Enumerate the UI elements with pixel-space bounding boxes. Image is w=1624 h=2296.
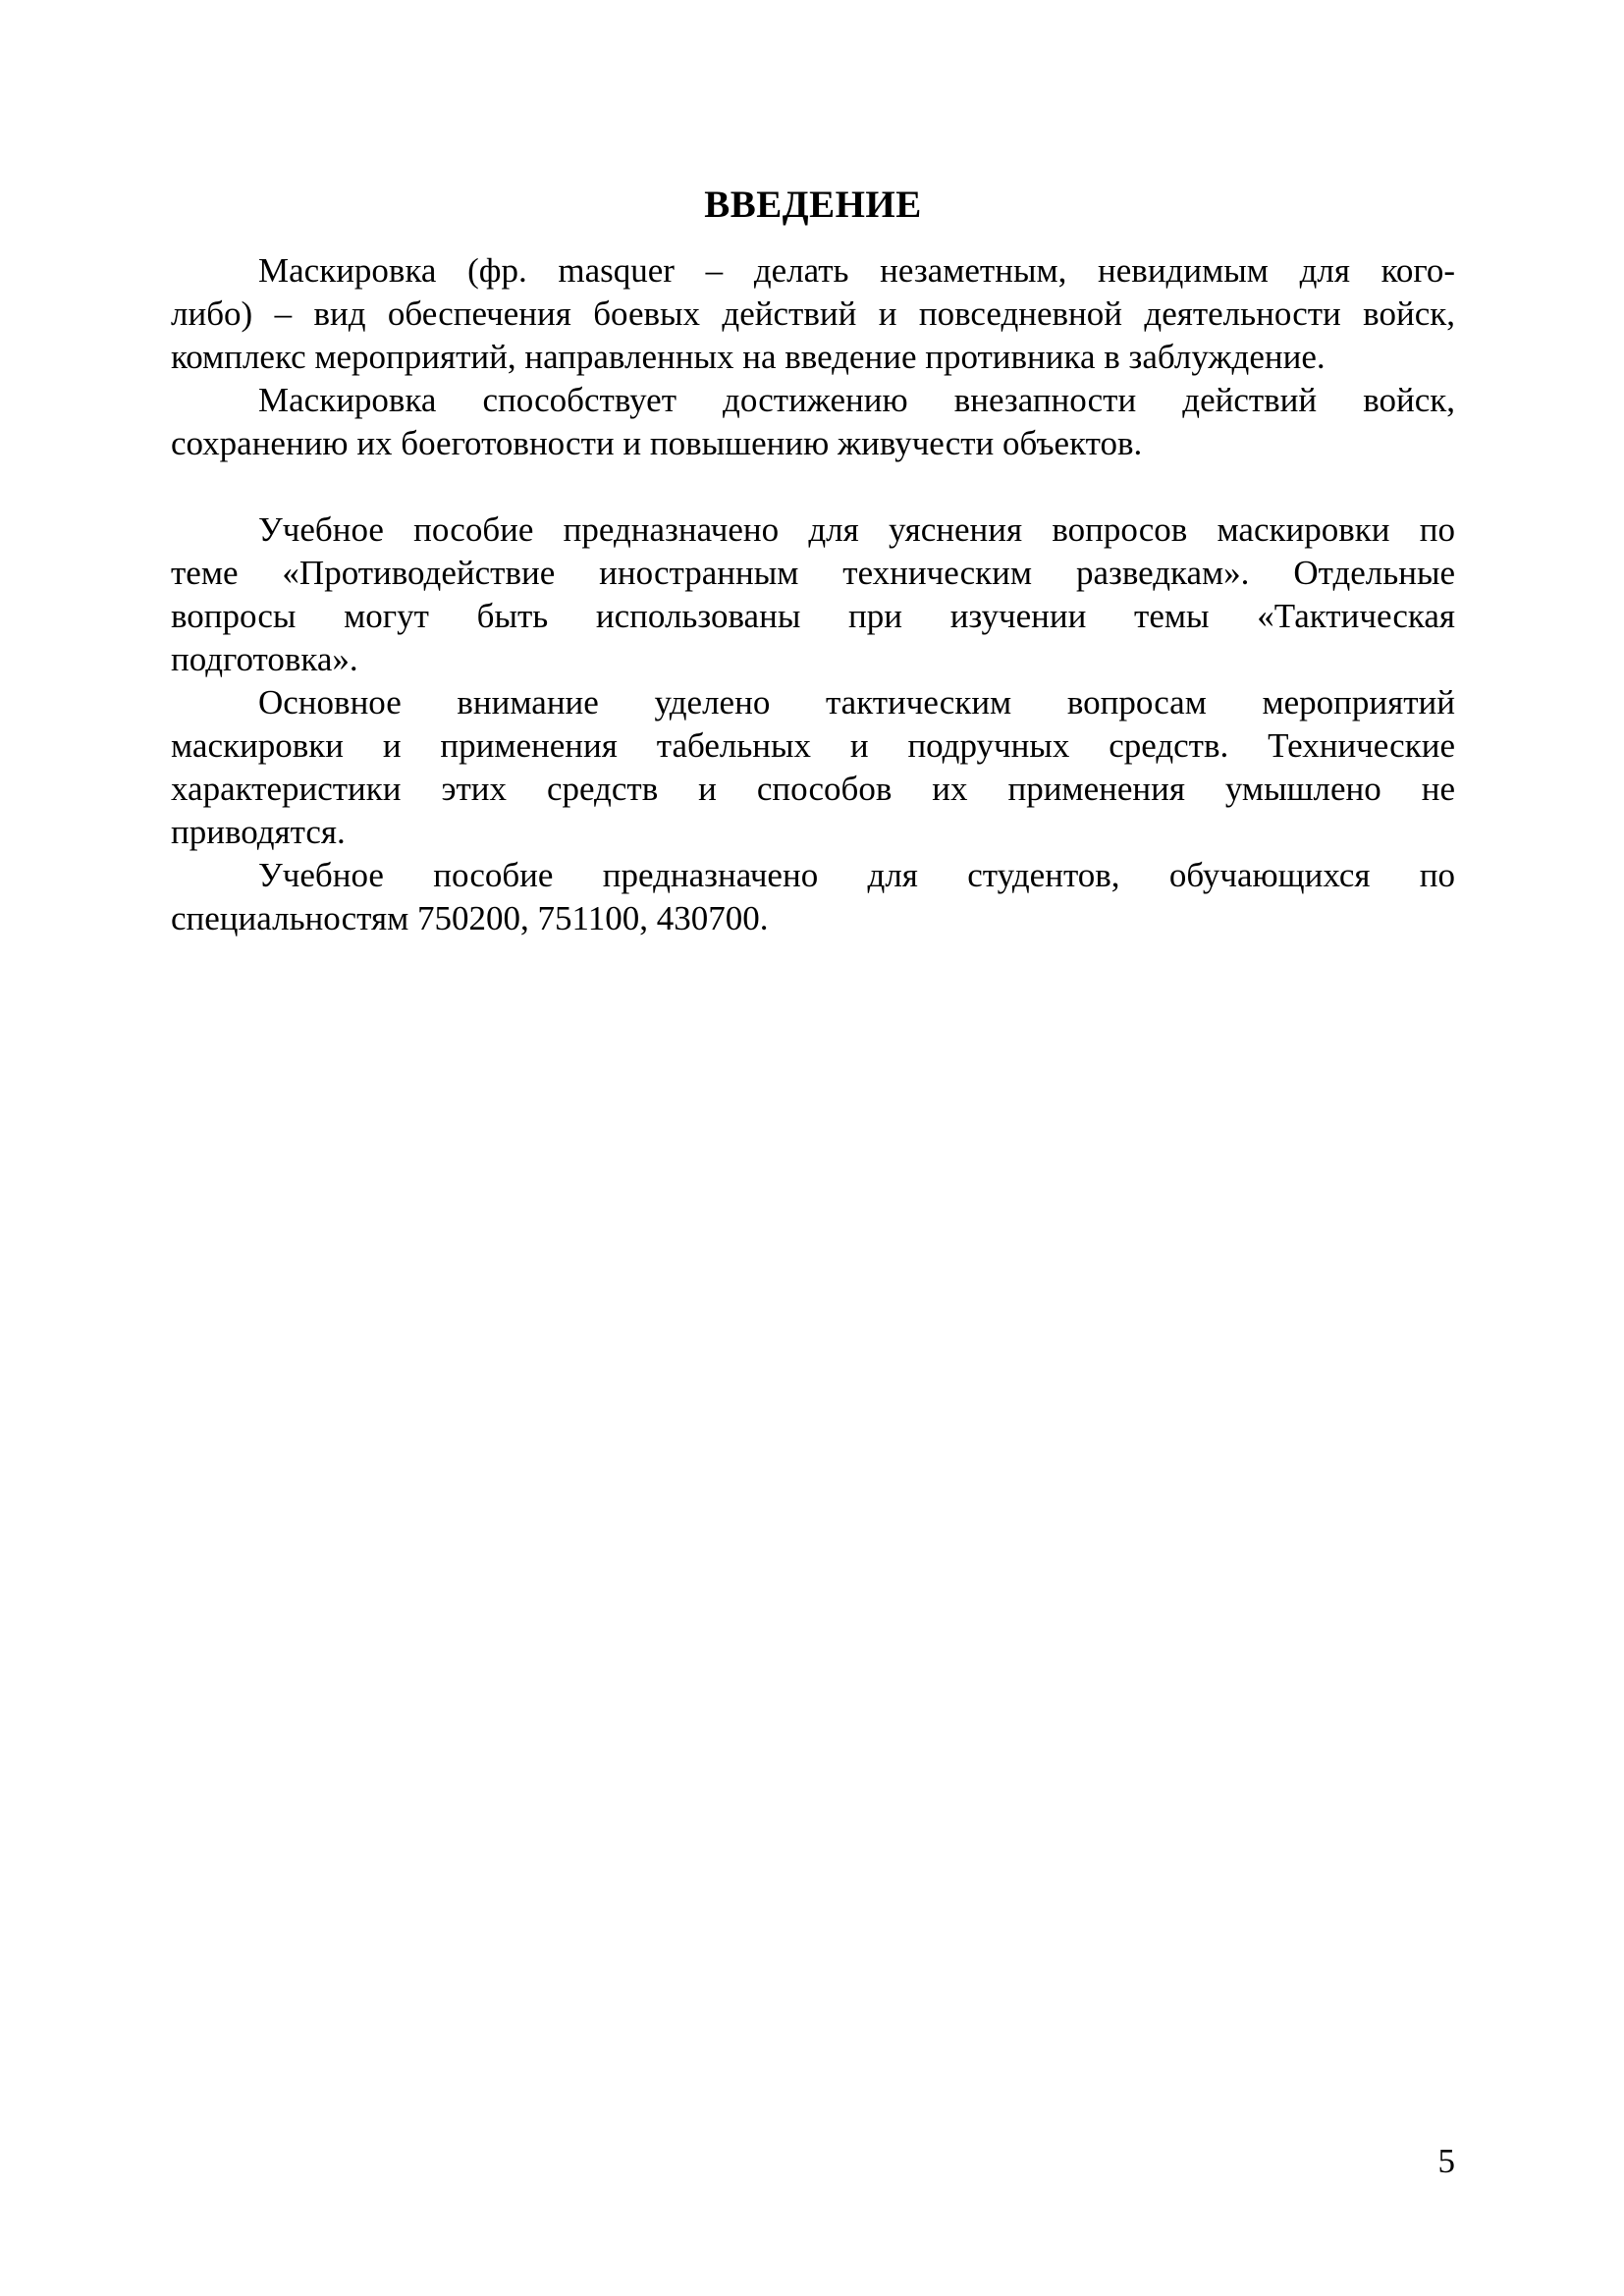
paragraph <box>171 854 1455 940</box>
text-line: вопросы могут быть использованы при изучении темы «Тактическая <box>171 597 1455 635</box>
text-line: теме «Противодействие иностранным техническим разведкам». Отдельные <box>171 554 1455 592</box>
text-line: комплекс мероприятий, направленных на введение противника в заблуждение. <box>171 338 1326 376</box>
text-line: подготовка». <box>171 640 358 678</box>
text-line: Маскировка способствует достижению внезапности действий войск, <box>258 381 1455 419</box>
paragraph <box>171 681 1455 854</box>
paragraph <box>171 508 1455 681</box>
paragraph <box>171 379 1455 465</box>
blank-line <box>171 465 1455 508</box>
page-number: 5 <box>1437 2142 1455 2180</box>
text-line: специальностям 750200, 751100, 430700. <box>171 899 769 937</box>
page-title: ВВЕДЕНИЕ <box>704 184 922 227</box>
paragraph <box>171 249 1455 379</box>
text-line: сохранению их боеготовности и повышению живучести объектов. <box>171 424 1143 462</box>
text-line: характеристики этих средств и способов их применения умышлено не <box>171 770 1455 808</box>
text-line: приводятся. <box>171 813 346 851</box>
text-line: Маскировка (фр. masquer – делать незаметным, невидимым для кого- <box>258 251 1455 290</box>
text-line: Основное внимание уделено тактическим вопросам мероприятий <box>258 683 1455 721</box>
text-line: Учебное пособие предназначено для уяснения вопросов маскировки по <box>258 510 1455 549</box>
text-line: Учебное пособие предназначено для студентов, обучающихся по <box>258 856 1455 894</box>
body-text <box>171 249 1455 940</box>
text-line: маскировки и применения табельных и подручных средств. Технические <box>171 726 1455 765</box>
text-line: либо) – вид обеспечения боевых действий и повседневной деятельности войск, <box>171 294 1455 333</box>
